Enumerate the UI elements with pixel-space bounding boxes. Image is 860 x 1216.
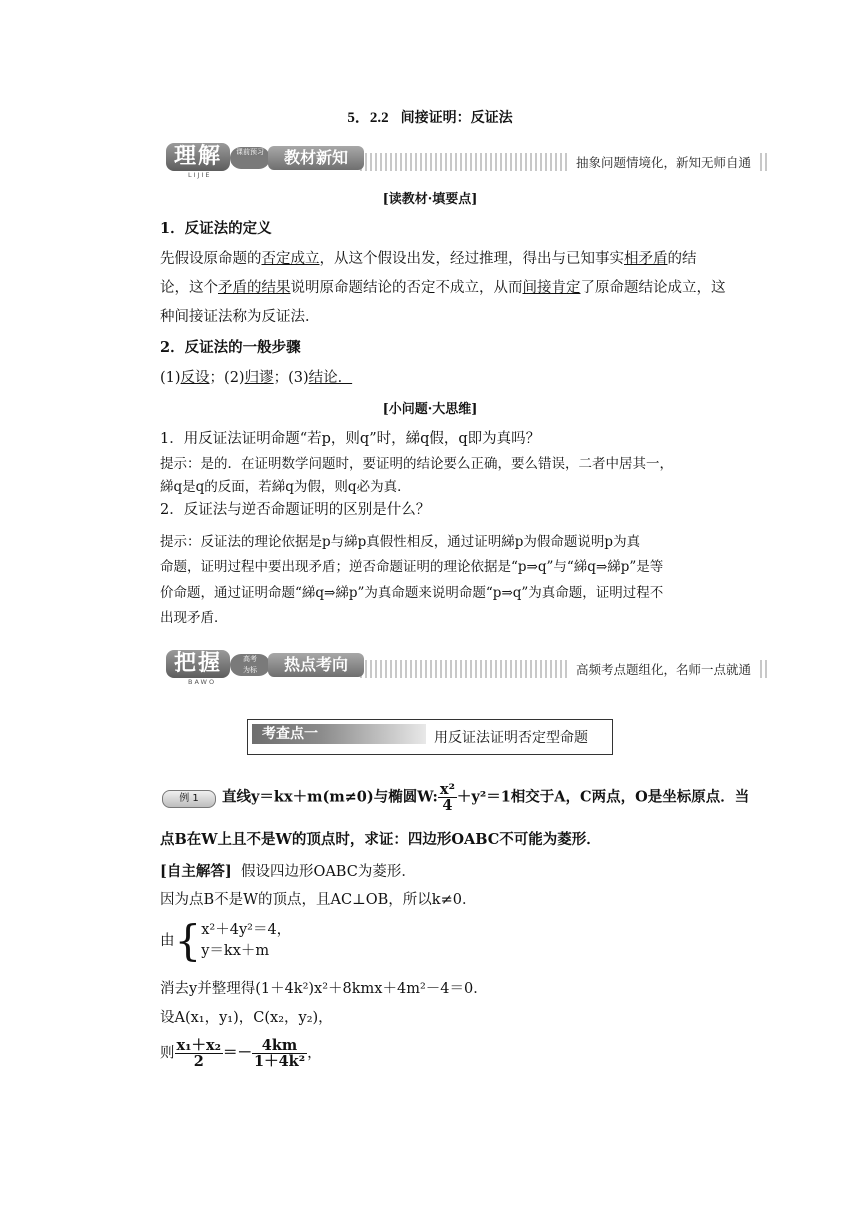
banner-slogan: 高频考点题组化，名师一点就通 [568, 658, 759, 680]
fraction: $\frac{\text{x²}}{4}$ [439, 781, 455, 814]
s1-line-3: 种间接证法称为反证法． [160, 309, 320, 325]
q2-question: 2．反证法与逆否命题证明的区别是什么？ [160, 502, 431, 518]
s2-steps: (1)反设；(2)归谬；(3)结论． [160, 370, 353, 386]
banner-badge [160, 650, 365, 684]
kaodian-label: 考查点一 [252, 724, 426, 744]
s2-heading: 2．反证法的一般步骤 [160, 339, 301, 356]
banner-topic-label: 教材新知 [268, 146, 364, 170]
example-badge: 例 1 [162, 790, 216, 808]
fraction: $\frac{\text{x₁＋x₂}}{2}$ [176, 1037, 221, 1070]
underline-term: 相矛盾 [624, 251, 668, 267]
question-header: [小问题·大思维] [382, 402, 478, 417]
q2-hint-4: 出现矛盾． [160, 610, 228, 626]
section-title: 5．2.2 间接证明：反证法 [347, 110, 513, 126]
s1-line-2: 论，这个矛盾的结果说明原命题结论的否定不成立，从而间接肯定了原命题结论成立，这 [160, 280, 726, 296]
solution-line-2: 因为点B不是W的顶点，且AC⊥OB，所以k≠0． [160, 892, 477, 908]
q1-hint-2: 綈q是q的反面，若綈q为假，则q必为真． [160, 479, 411, 495]
read-header: [读教材·填要点] [382, 192, 478, 207]
section-banner-bawo [160, 650, 767, 684]
q1-hint-1: 提示：是的．在证明数学问题时，要证明的结论要么正确，要么错误，二者中居其一， [160, 456, 673, 472]
q2-hint-3: 价命题，通过证明命题“綈q⇒綈p”为真命题来说明命题“p⇒q”为真命题，证明过程不 [160, 585, 664, 601]
example-line-2: 点B在W上且不是W的顶点时，求证：四边形OABC不可能为菱形． [160, 831, 601, 848]
banner-small-label: 课前预习 [230, 147, 270, 169]
solution-system: 由{x²＋4y²＝4， y＝kx＋m [160, 916, 292, 965]
banner-big-label: 理解 [166, 143, 230, 171]
banner-small-label: 高考 为标 [230, 654, 270, 676]
underline-term: 间接肯定 [522, 280, 581, 296]
banner-badge [160, 143, 365, 177]
underline-term: 否定成立 [261, 251, 320, 267]
s1-heading: 1．反证法的定义 [160, 220, 272, 237]
kaodian-title: 用反证法证明否定型命题 [434, 730, 588, 746]
banner-topic-label: 热点考向 [268, 653, 364, 677]
solution-line-5: 设A(x₁，y₁)，C(x₂，y₂)， [160, 1010, 333, 1026]
underline-term: 矛盾的结果 [218, 280, 291, 296]
banner-pinyin: BAWO [188, 678, 217, 686]
q2-hint-2: 命题，证明过程中要出现矛盾；逆否命题证明的理论依据是“p⇒q”与“綈q⇒綈p”是等 [160, 559, 664, 575]
s1-line-1: 先假设原命题的否定成立，从这个假设出发，经过推理，得出与已知事实相矛盾的结 [160, 251, 697, 267]
kaodian-box [247, 719, 613, 755]
q1-question: 1．用反证法证明命题“若p，则q”时，綈q假，q即为真吗？ [160, 431, 541, 447]
solution-line-6: 则 $\frac{\text{x₁＋x₂}}{2}$ ＝－ $\frac{4km}{\text{1＋4k²}}$ ， [160, 1037, 322, 1070]
q2-hint-1: 提示：反证法的理论依据是p与綈p真假性相反，通过证明綈p为假命题说明p为真 [160, 534, 641, 550]
banner-big-label: 把握 [166, 650, 230, 678]
banner-pinyin: LIJIE [188, 171, 212, 179]
banner-slogan: 抽象问题情境化，新知无师自通 [568, 151, 759, 173]
example-line-1: 直线y＝kx＋m(m≠0)与椭圆W: $\frac{\text{x²}}{4}$ ＋y²＝1相交于A，C两点，O是坐标原点．当 [222, 781, 750, 814]
solution-line-4: 消去y并整理得(1＋4k²)x²＋8kmx＋4m²－4＝0． [160, 981, 488, 997]
solution-line-1: [自主解答] 假设四边形OABC为菱形． [160, 863, 416, 880]
fraction: $\frac{4km}{\text{1＋4k²}}$ [254, 1037, 306, 1070]
section-banner-lijie [160, 143, 767, 177]
